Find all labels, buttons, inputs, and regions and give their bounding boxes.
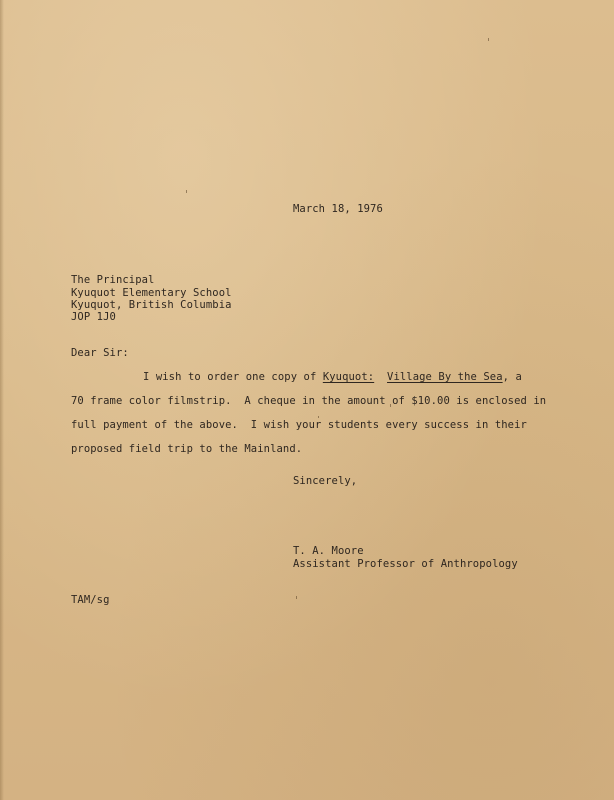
body-line-1-end: , a: [502, 371, 522, 383]
paper-speck: [318, 416, 319, 418]
signatory-title: Assistant Professor of Anthropology: [293, 558, 518, 570]
body-line-1: [143, 371, 522, 384]
filmstrip-title-part-2: Village By the Sea: [387, 371, 503, 383]
body-line-3: full payment of the above. I wish your students every success in their: [71, 419, 527, 431]
paper-speck: [296, 596, 297, 599]
filmstrip-title-part-1: Kyuquot:: [322, 371, 375, 383]
signatory-name: T. A. Moore: [293, 545, 364, 557]
salutation: Dear Sir:: [71, 347, 129, 359]
paper-speck: [488, 38, 489, 41]
recipient-line-2: Kyuquot Elementary School: [71, 287, 232, 299]
paper-edge-shadow: [0, 0, 4, 800]
reference-initials: TAM/sg: [71, 594, 110, 606]
closing: Sincerely,: [293, 475, 358, 487]
recipient-line-4: JOP 1J0: [71, 311, 116, 323]
body-line-4: proposed field trip to the Mainland.: [71, 443, 303, 455]
letter-date: March 18, 1976: [293, 203, 383, 215]
recipient-line-1: The Principal: [71, 274, 155, 286]
body-line-2: 70 frame color filmstrip. A cheque in the amount of $10.00 is enclosed in: [71, 395, 547, 407]
paper-speck: [186, 190, 187, 193]
filmstrip-title-gap: [374, 371, 387, 383]
recipient-line-3: Kyuquot, British Columbia: [71, 299, 232, 311]
body-line-1-intro: I wish to order one copy of: [143, 371, 323, 383]
